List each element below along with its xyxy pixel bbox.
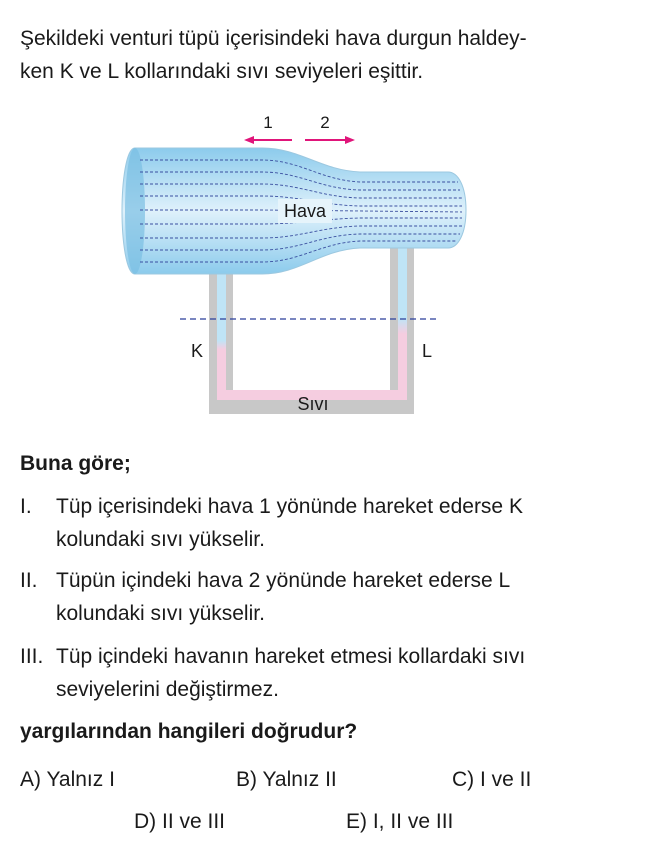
statement-3-number: III. bbox=[20, 645, 44, 668]
statement-2-line-1: Tüpün içindeki hava 2 yönünde hareket ederse L bbox=[56, 569, 511, 592]
statement-3-line-1: Tüp içindeki havanın hareket etmesi kollardaki sıvı bbox=[56, 645, 526, 668]
option-a[interactable]: A) Yalnız I bbox=[20, 768, 115, 791]
question-heading: Buna göre; bbox=[20, 452, 131, 475]
statement-3-line-2: seviyelerini değiştirmez. bbox=[56, 678, 279, 701]
liquid-label: Sıvı bbox=[297, 394, 329, 414]
intro-line-2: ken K ve L kollarındaki sıvı seviyeleri eşittir. bbox=[20, 60, 424, 83]
option-b[interactable]: B) Yalnız II bbox=[236, 768, 337, 791]
right-arm-column bbox=[398, 245, 407, 398]
tube-opening bbox=[125, 148, 145, 274]
intro-line-1: Şekildeki venturi tüpü içerisindeki hava durgun haldey- bbox=[20, 27, 527, 50]
air-label: Hava bbox=[283, 201, 327, 221]
arrow-2-head bbox=[345, 136, 355, 144]
arrow-1-head bbox=[244, 136, 254, 144]
option-c[interactable]: C) I ve II bbox=[452, 768, 532, 791]
left-arm-column bbox=[217, 270, 226, 398]
option-d[interactable]: D) II ve III bbox=[134, 810, 226, 833]
intro-text bbox=[20, 22, 620, 88]
right-arm-label: L bbox=[421, 341, 433, 361]
left-arm-label: K bbox=[190, 341, 204, 361]
statement-1-line-2: kolundaki sıvı yükselir. bbox=[56, 528, 265, 551]
statement-1-number: I. bbox=[20, 495, 32, 518]
question-prompt: yargılarından hangileri doğrudur? bbox=[20, 720, 358, 743]
option-e[interactable]: E) I, II ve III bbox=[346, 810, 454, 833]
venturi-tube-diagram bbox=[0, 100, 647, 430]
arrow-1-label: 1 bbox=[263, 113, 273, 132]
direction-arrows bbox=[244, 136, 355, 144]
statement-2 bbox=[20, 564, 620, 630]
statement-3 bbox=[20, 640, 620, 706]
statement-2-number: II. bbox=[20, 569, 38, 592]
statement-1 bbox=[20, 490, 620, 556]
arrow-2-label: 2 bbox=[320, 113, 330, 132]
statement-1-line-1: Tüp içerisindeki hava 1 yönünde hareket ederse K bbox=[56, 495, 523, 518]
statement-2-line-2: kolundaki sıvı yükselir. bbox=[56, 602, 265, 625]
